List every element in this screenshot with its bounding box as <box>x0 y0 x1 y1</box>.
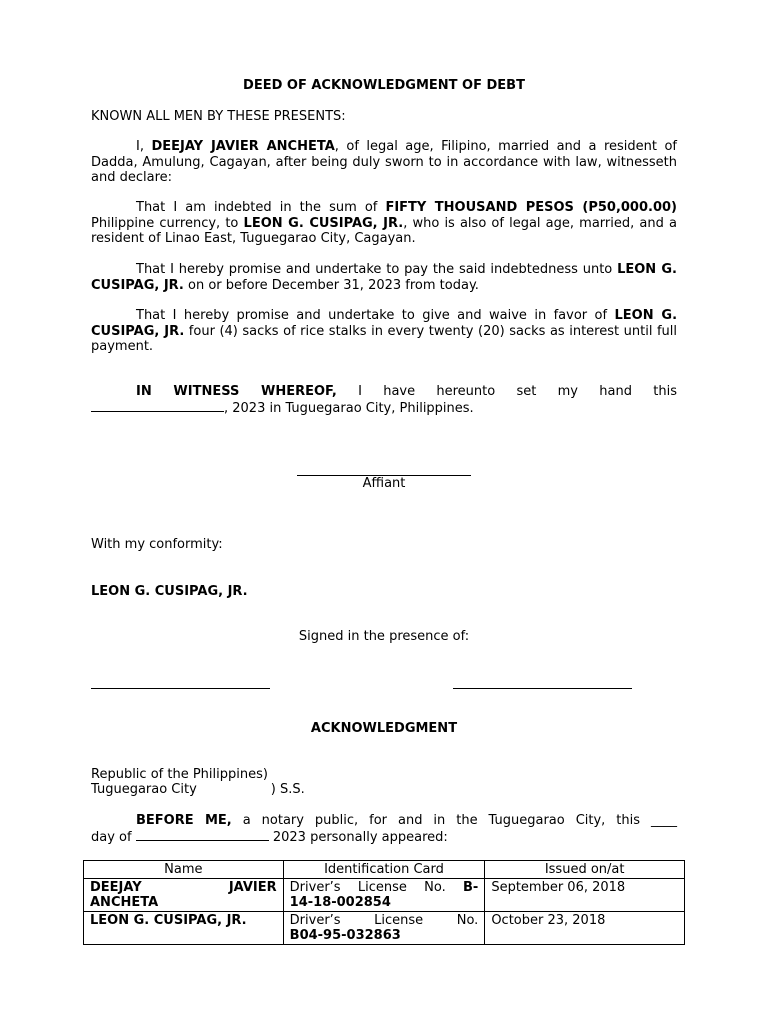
column-header-id-card: Identification Card <box>283 861 485 879</box>
debt-amount: FIFTY THOUSAND PESOS (P50,000.00) <box>385 200 677 215</box>
creditor-name: LEON G. CUSIPAG, JR. <box>243 215 404 231</box>
table-row <box>84 879 685 912</box>
conformity-label: With my conformity: <box>91 537 223 552</box>
paragraph-indebtedness: That I am indebted in the sum of FIFTY THOUSAND PESOS (P50,000.00) Philippine currency, to LEON G. CUSIPAG, JR., who is also of legal age, married, and a resident of Linao East, Tuguegarao City, Cagayan. <box>91 200 677 246</box>
affiant-label: Affiant <box>362 476 406 491</box>
venue-line-1: Republic of the Philippines) <box>91 767 268 782</box>
table-header-row <box>84 861 685 879</box>
before-me-line-2: day of 2023 personally appeared: <box>91 830 448 845</box>
declarant-name: DEEJAY JAVIER ANCHETA <box>151 139 335 154</box>
paragraph-payment-promise: That I hereby promise and undertake to pay the said indebtedness unto LEON G. CUSIPAG, JR. on or before December 31, 2023 from today. <box>91 262 677 293</box>
acknowledgment-title: ACKNOWLEDGMENT <box>310 721 458 736</box>
creditor-name: LEON G. CUSIPAG, JR. <box>91 262 677 293</box>
cell-id-card: Driver’s License No. B- 14-18-002854 <box>283 879 485 912</box>
identification-table <box>83 860 685 945</box>
signed-presence-label: Signed in the presence of: <box>298 629 470 644</box>
creditor-name: LEON G. CUSIPAG, JR. <box>91 308 678 339</box>
date-blank[interactable] <box>91 400 224 412</box>
witness-signature-line-2[interactable] <box>453 688 632 689</box>
witness-line-2: , 2023 in Tuguegarao City, Philippines. <box>91 400 677 417</box>
witness-line-1: IN WITNESS WHEREOF, I have hereunto set my hand this <box>136 384 677 399</box>
before-me-line-1: BEFORE ME, a notary public, for and in the Tuguegarao City, this ____ <box>136 813 677 828</box>
table-row <box>84 912 685 945</box>
column-header-name: Name <box>84 861 284 879</box>
column-header-issued: Issued on/at <box>485 861 685 879</box>
conformity-name: LEON G. CUSIPAG, JR. <box>91 584 248 599</box>
cell-name: LEON G. CUSIPAG, JR. <box>84 912 284 945</box>
witness-signature-line-1[interactable] <box>91 688 270 689</box>
paragraph-declarant: I, DEEJAY JAVIER ANCHETA, of legal age, Filipino, married and a resident of Dadda, Amulung, Cagayan, after being duly sworn to in accordance with law, witnesseth and declare: <box>91 139 677 185</box>
venue-line-2: Tuguegarao City ) S.S. <box>91 782 305 797</box>
cell-issued: September 06, 2018 <box>485 879 685 912</box>
paragraph-interest: That I hereby promise and undertake to give and waive in favor of LEON G. CUSIPAG, JR. four (4) sacks of rice stalks in every twenty (20) sacks as interest until full payment. <box>91 308 678 354</box>
document-title: DEED OF ACKNOWLEDGMENT OF DEBT <box>243 78 525 93</box>
day-blank[interactable] <box>136 829 269 841</box>
cell-name: DEEJAY JAVIER ANCHETA <box>84 879 284 912</box>
intro-line: KNOWN ALL MEN BY THESE PRESENTS: <box>91 109 346 124</box>
cell-issued: October 23, 2018 <box>485 912 685 945</box>
cell-id-card: Driver’s License No. B04-95-032863 <box>283 912 485 945</box>
